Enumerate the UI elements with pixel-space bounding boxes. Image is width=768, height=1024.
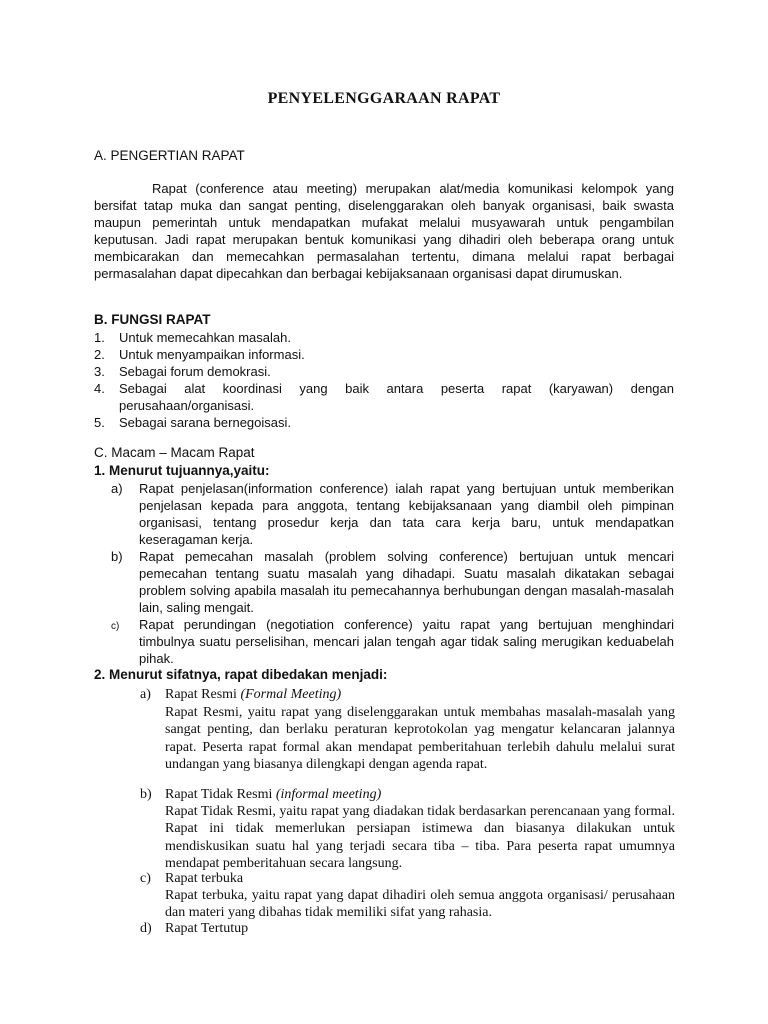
item-text: Rapat penjelasan(information conference) ialah rapat yang bertujuan untuk memberikan penjelasan kepada para anggota, tentang kebijaksanaan yang diambil oleh pimpinan organisasi, tentang prosedur kerja dan tata cara kerja baru, untuk mendapatkan keseragaman kerja. xyxy=(139,481,674,547)
item-marker: d) xyxy=(140,921,152,936)
list-item-text: Untuk menyampaikan informasi. xyxy=(119,347,305,362)
item-marker: c) xyxy=(111,621,120,632)
list-item-text: Sebagai forum demokrasi. xyxy=(119,364,271,379)
item-marker: a) xyxy=(140,687,151,702)
fungsi-list xyxy=(94,329,674,431)
item-title: Rapat Tertutup xyxy=(165,921,249,936)
list-item-number: 1. xyxy=(94,330,105,345)
list-item-number: 3. xyxy=(94,364,105,379)
group2-item-a-text: Rapat Resmi, yaitu rapat yang diselenggarakan untuk membahas masalah-masalah yang sangat penting, dan berlaku peraturan keprotokolan yag mengatur kelancaran jalannya rapat. Peserta rapat formal akan mendapat pemberitahuan terlebih dahulu melalui surat undangan yang biasanya dilengkapi dengan agenda rapat. xyxy=(165,705,675,772)
list-item-number: 4. xyxy=(94,381,105,396)
group1-heading: 1. Menurut tujuannya,yaitu: xyxy=(94,463,270,478)
list-item-number: 5. xyxy=(94,415,105,430)
item-marker: b) xyxy=(111,549,123,564)
list-item xyxy=(94,414,674,431)
group2-item-d-title xyxy=(140,920,248,937)
group2-item-a-title xyxy=(140,686,341,703)
item-text: Rapat pemecahan masalah (problem solving conference) bertujuan untuk mencari pemecahan tentang suatu masalah yang dihadapi. Suatu masalah dikatakan sebagai problem solving apabila masalah itu pemecahannya berhubungan dengan masalah-masalah lain, saling mengait. xyxy=(139,549,674,615)
group1-item-a xyxy=(111,480,674,548)
list-item-text: Untuk memecahkan masalah. xyxy=(119,330,291,345)
section-a-paragraph: Rapat (conference atau meeting) merupakan alat/media komunikasi kelompok yang bersifat tatap muka dan sangat penting, diselenggarakan oleh banyak organisasi, baik swasta maupun pemerintah untuk mendapatkan mufakat melalui musyawarah untuk pengambilan keputusan. Jadi rapat merupakan bentuk komunikasi yang dihadiri oleh beberapa orang untuk membicarakan dan memecahkan permasalahan tertentu, dimana melalui rapat berbagai permasalahan dapat dipecahkan dan berbagai kebijaksanaan organisasi dapat dirumuskan. xyxy=(94,181,674,281)
item-title: Rapat terbuka xyxy=(165,871,244,886)
list-item xyxy=(94,346,674,363)
section-a-heading: A. PENGERTIAN RAPAT xyxy=(94,148,245,163)
group2-item-b-text: Rapat Tidak Resmi, yaitu rapat yang diadakan tidak berdasarkan perencanaan yang formal. Rapat ini tidak memerlukan persiapan istimewa dan biasanya dilakukan untuk mendiskusikan suatu hal yang terjadi secara tiba – tiba. Para peserta rapat umumnya mendapat pemberitahuan secara langsung. xyxy=(165,804,675,871)
item-marker: c) xyxy=(140,871,151,886)
group1-item-c xyxy=(111,616,674,667)
list-item-text: Sebagai sarana bernegoisasi. xyxy=(119,415,292,430)
list-item xyxy=(94,363,674,380)
list-item xyxy=(94,380,674,414)
list-item-number: 2. xyxy=(94,347,105,362)
page-title: PENYELENGGARAAN RAPAT xyxy=(267,90,501,107)
item-text: Rapat perundingan (negotiation conference) yaitu rapat yang bertujuan menghindari timbulnya suatu perselisihan, mencari jalan tengah agar tidak saling merugikan keduabelah pihak. xyxy=(139,617,674,666)
list-item xyxy=(94,329,674,346)
item-marker: a) xyxy=(111,481,123,496)
group2-heading: 2. Menurut sifatnya, rapat dibedakan menjadi: xyxy=(94,667,388,682)
item-title: Rapat Resmi xyxy=(165,687,237,702)
list-item-text: Sebagai alat koordinasi yang baik antara peserta rapat (karyawan) dengan perusahaan/organisasi. xyxy=(119,381,674,413)
item-marker: b) xyxy=(140,787,152,802)
section-c-heading: C. Macam – Macam Rapat xyxy=(94,445,255,460)
item-title-italic: (Formal Meeting) xyxy=(240,687,342,702)
item-title: Rapat Tidak Resmi xyxy=(165,787,273,802)
group2-item-b-title xyxy=(140,786,381,803)
section-b-heading: B. FUNGSI RAPAT xyxy=(94,312,211,327)
group1-item-b xyxy=(111,548,674,616)
group2-item-c-text: Rapat terbuka, yaitu rapat yang dapat dihadiri oleh semua anggota organisasi/ perusahaan dan materi yang dibahas tidak memiliki sifat yang rahasia. xyxy=(165,888,675,921)
item-title-italic: (informal meeting) xyxy=(275,787,382,802)
group2-item-c-title xyxy=(140,870,243,887)
